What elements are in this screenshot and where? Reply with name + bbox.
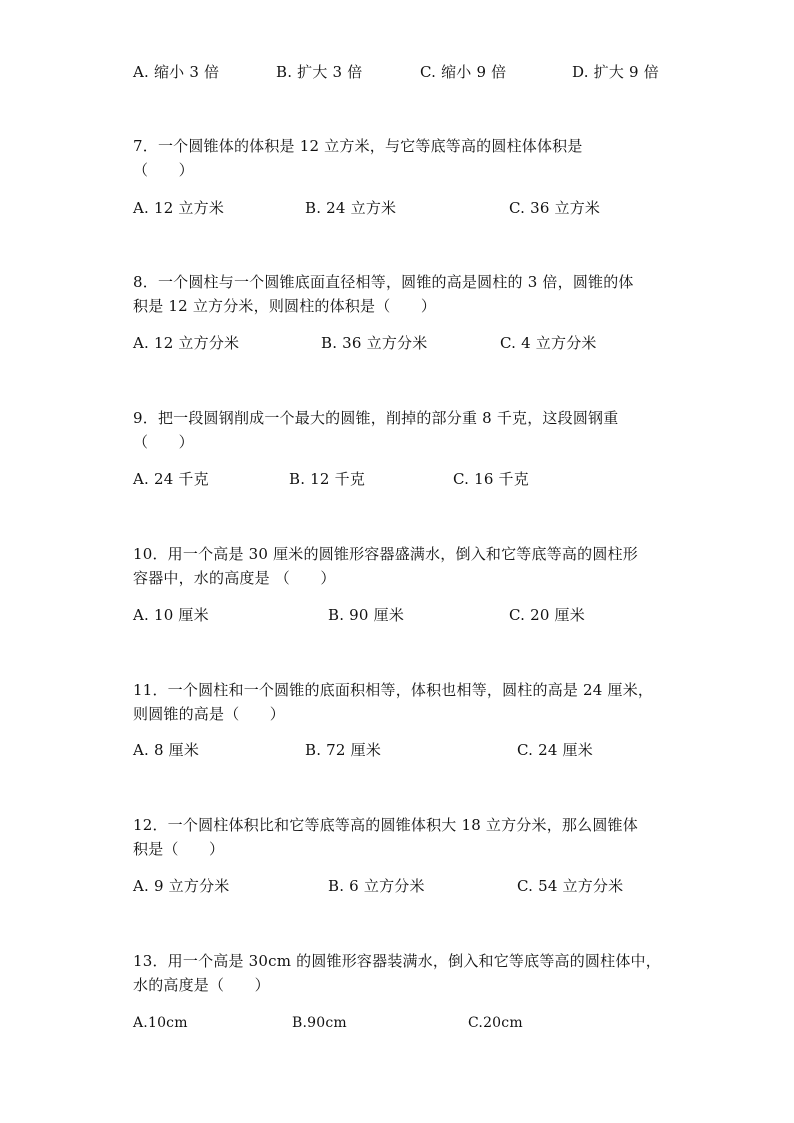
q12-option-c: C. 54 立方分米 [517, 877, 624, 895]
q12-text-line-2: 积是（ ） [133, 840, 225, 858]
q8-text-line-1: 8．一个圆柱与一个圆锥底面直径相等，圆锥的高是圆柱的 3 倍，圆锥的体 [133, 273, 634, 291]
q8-option-b: B. 36 立方分米 [321, 334, 428, 352]
q11-option-b: B. 72 厘米 [305, 741, 382, 759]
q13-option-c: C.20cm [468, 1015, 523, 1031]
q6-option-b: B. 扩大 3 倍 [276, 63, 363, 81]
q13-option-b: B.90cm [292, 1015, 347, 1031]
q11-text-line-1: 11．一个圆柱和一个圆锥的底面积相等，体积也相等，圆柱的高是 24 厘米， [133, 681, 654, 699]
q10-text-line-2: 容器中，水的高度是 （ ） [133, 569, 336, 587]
q6-option-a: A. 缩小 3 倍 [133, 63, 220, 81]
q10-text-line-1: 10．用一个高是 30 厘米的圆锥形容器盛满水，倒入和它等底等高的圆柱形 [133, 545, 638, 563]
q12-text-line-1: 12．一个圆柱体积比和它等底等高的圆锥体积大 18 立方分米，那么圆锥体 [133, 816, 638, 834]
q9-option-c: C. 16 千克 [453, 470, 529, 488]
q6-option-c: C. 缩小 9 倍 [420, 63, 507, 81]
q7-option-c: C. 36 立方米 [509, 199, 601, 217]
q12-option-b: B. 6 立方分米 [328, 877, 425, 895]
q7-option-a: A. 12 立方米 [133, 199, 225, 217]
q9-text-line-1: 9．把一段圆钢削成一个最大的圆锥，削掉的部分重 8 千克，这段圆钢重 [133, 409, 619, 427]
q8-text-line-2: 积是 12 立方分米，则圆柱的体积是（ ） [133, 297, 437, 315]
q7-text-line-2: （ ） [133, 161, 194, 179]
q8-option-c: C. 4 立方分米 [500, 334, 597, 352]
q9-option-b: B. 12 千克 [289, 470, 366, 488]
q9-option-a: A. 24 千克 [133, 470, 209, 488]
q7-option-b: B. 24 立方米 [305, 199, 397, 217]
q11-option-c: C. 24 厘米 [517, 741, 593, 759]
q11-text-line-2: 则圆锥的高是（ ） [133, 705, 286, 723]
q6-option-d: D. 扩大 9 倍 [572, 63, 659, 81]
q13-text-line-1: 13．用一个高是 30cm 的圆锥形容器装满水，倒入和它等底等高的圆柱体中， [133, 952, 661, 970]
q9-text-line-2: （ ） [133, 433, 194, 451]
q11-option-a: A. 8 厘米 [133, 741, 200, 759]
q10-option-c: C. 20 厘米 [509, 606, 585, 624]
q8-option-a: A. 12 立方分米 [133, 334, 240, 352]
q13-text-line-2: 水的高度是（ ） [133, 976, 270, 994]
q12-option-a: A. 9 立方分米 [133, 877, 230, 895]
q10-option-a: A. 10 厘米 [133, 606, 209, 624]
q13-option-a: A.10cm [133, 1015, 188, 1031]
q10-option-b: B. 90 厘米 [328, 606, 405, 624]
q7-text-line-1: 7．一个圆锥体的体积是 12 立方米，与它等底等高的圆柱体体积是 [133, 137, 583, 155]
